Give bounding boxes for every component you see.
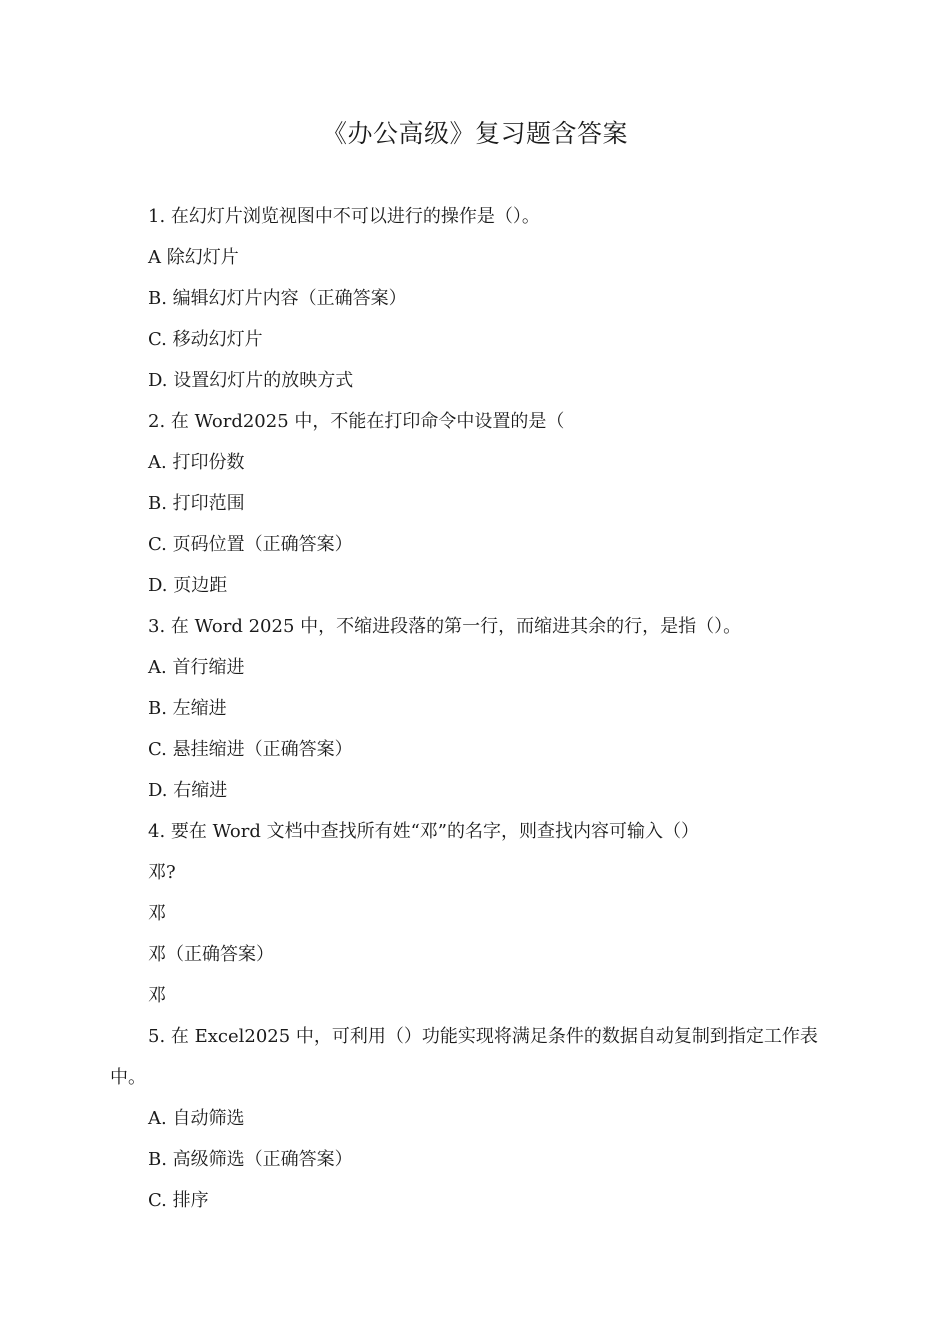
option-line: A. 自动筛选 <box>148 1108 245 1129</box>
question-1: 1. 在幻灯片浏览视图中不可以进行的操作是（）。 <box>148 206 540 227</box>
option-line: C. 移动幻灯片 <box>148 329 263 350</box>
option-line: C. 排序 <box>148 1190 209 1211</box>
option-line: C. 悬挂缩进（正确答案） <box>148 739 353 760</box>
option-line: A 除幻灯片 <box>148 247 239 268</box>
question-2: 2. 在 Word2025 中，不能在打印命令中设置的是（ <box>148 411 565 432</box>
option-line: D. 设置幻灯片的放映方式 <box>148 370 354 391</box>
option-line: D. 右缩进 <box>148 780 228 801</box>
question-5: 5. 在 Excel2025 中，可利用（）功能实现将满足条件的数据自动复制到指定工作表中。 <box>110 1026 818 1088</box>
option-line: B. 左缩进 <box>148 698 227 719</box>
question-4: 4. 要在 Word 文档中查找所有姓“邓”的名字，则查找内容可输入（） <box>148 821 699 842</box>
option-line: 邓（正确答案） <box>148 944 274 965</box>
option-line: C. 页码位置（正确答案） <box>148 534 353 555</box>
option-line: B. 打印范围 <box>148 493 245 514</box>
document-title: 《办公高级》复习题含答案 <box>321 119 628 148</box>
option-line: 邓? <box>148 862 176 883</box>
option-line: 邓 <box>148 985 166 1006</box>
option-line: D. 页边距 <box>148 575 228 596</box>
option-line: 邓 <box>148 903 166 924</box>
question-3: 3. 在 Word 2025 中，不缩进段落的第一行，而缩进其余的行，是指（）。 <box>148 616 742 637</box>
document-body <box>110 196 850 1221</box>
option-line: B. 编辑幻灯片内容（正确答案） <box>148 288 407 309</box>
option-line: B. 高级筛选（正确答案） <box>148 1149 353 1170</box>
option-line: A. 首行缩进 <box>148 657 245 678</box>
option-line: A. 打印份数 <box>148 452 245 473</box>
